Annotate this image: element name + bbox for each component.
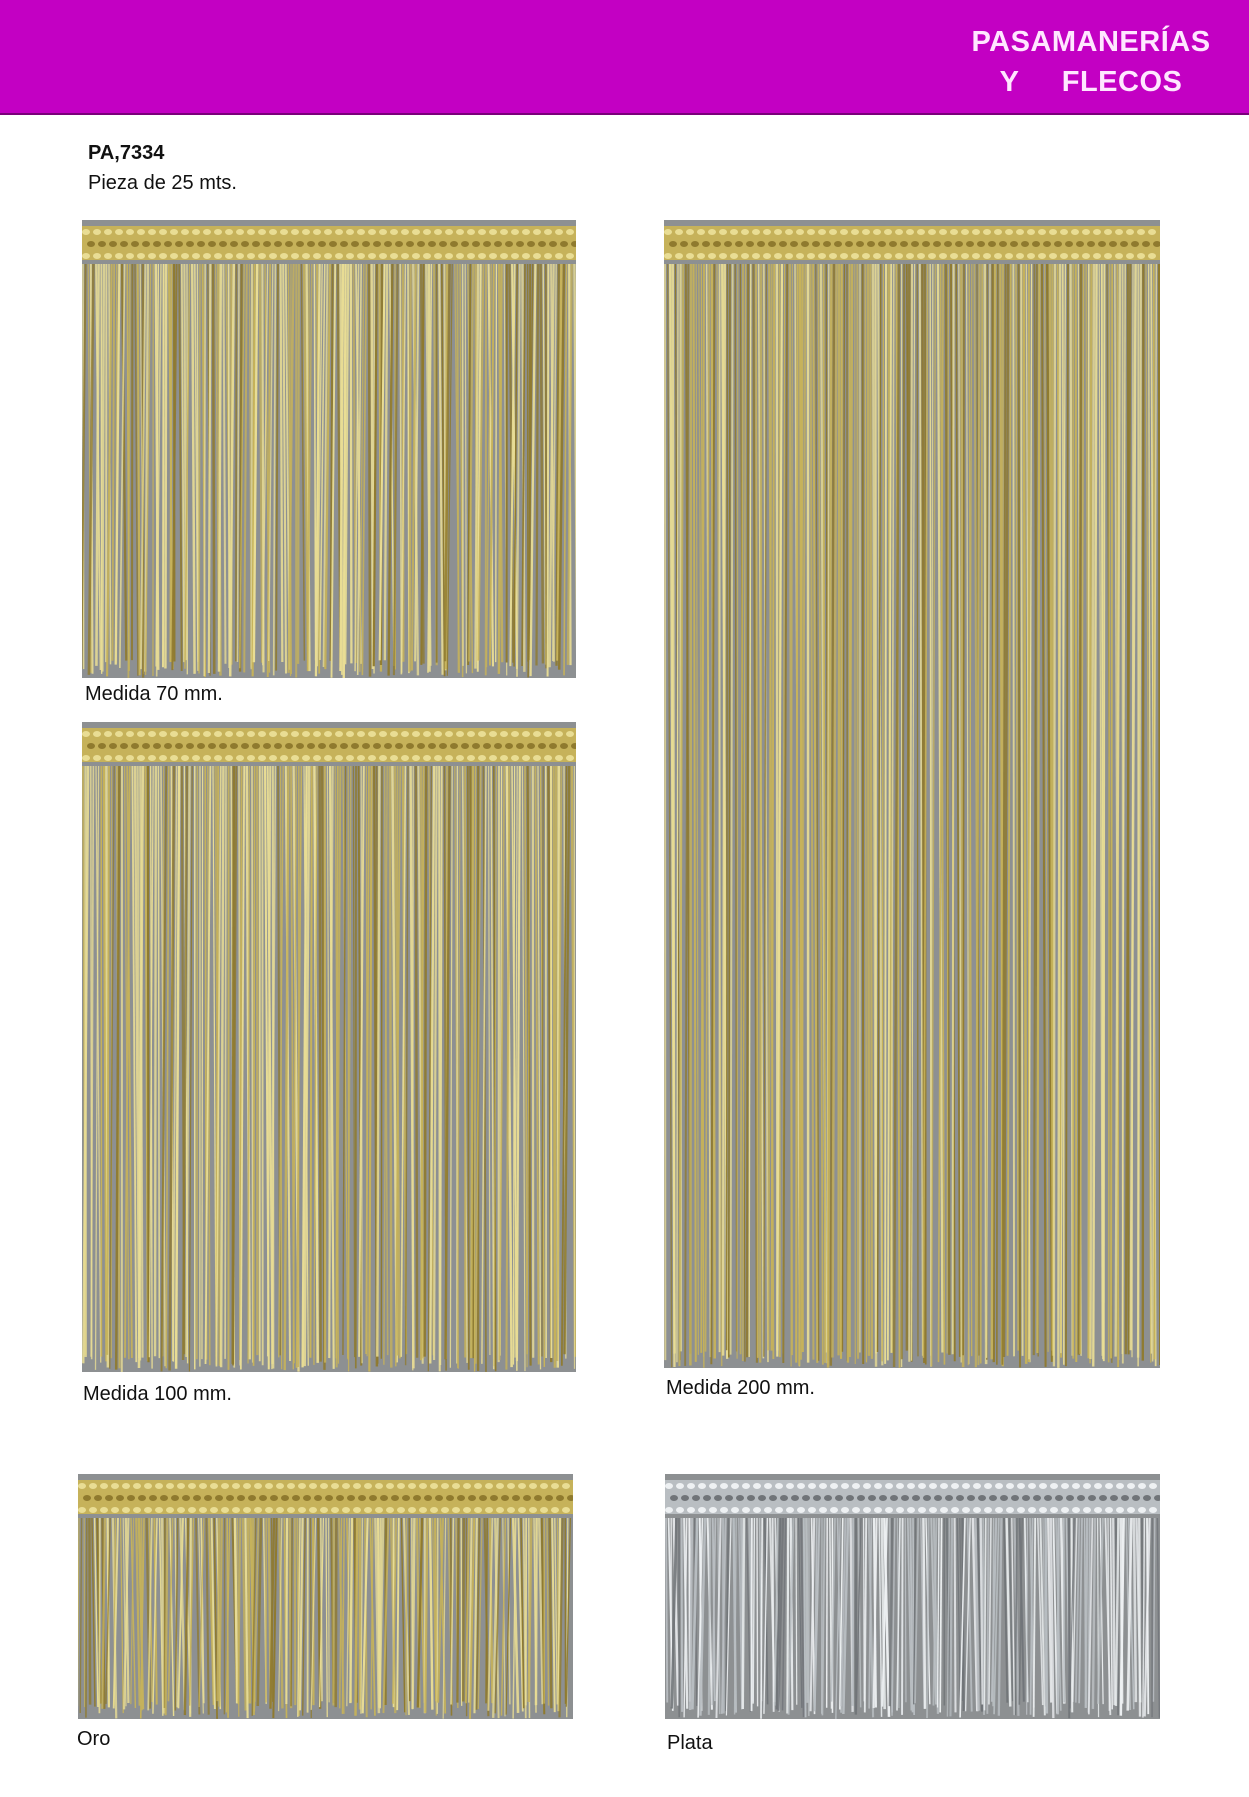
product-piece-length: Pieza de 25 mts. (88, 172, 237, 194)
caption-200mm: Medida 200 mm. (666, 1377, 815, 1399)
fringe-drawing (78, 1474, 573, 1719)
fringe-image-oro (78, 1474, 573, 1719)
header-title-line-1: PASAMANERÍAS (971, 26, 1211, 58)
caption-oro: Oro (77, 1728, 111, 1750)
fringe-drawing (82, 220, 576, 678)
fringe-drawing (82, 722, 576, 1372)
header-banner (0, 0, 1249, 115)
fringe-image-70mm (82, 220, 576, 678)
fringe-image-200mm (664, 220, 1160, 1368)
caption-100mm: Medida 100 mm. (83, 1383, 232, 1405)
product-code: PA,7334 (88, 142, 165, 164)
fringe-drawing (664, 220, 1160, 1368)
fringe-image-plata (665, 1474, 1160, 1719)
fringe-drawing (665, 1474, 1160, 1719)
fringe-image-100mm (82, 722, 576, 1372)
header-title-line-2: Y FLECOS (999, 66, 1183, 98)
header-title (961, 22, 1221, 102)
caption-70mm: Medida 70 mm. (85, 683, 223, 705)
caption-plata: Plata (667, 1732, 713, 1754)
